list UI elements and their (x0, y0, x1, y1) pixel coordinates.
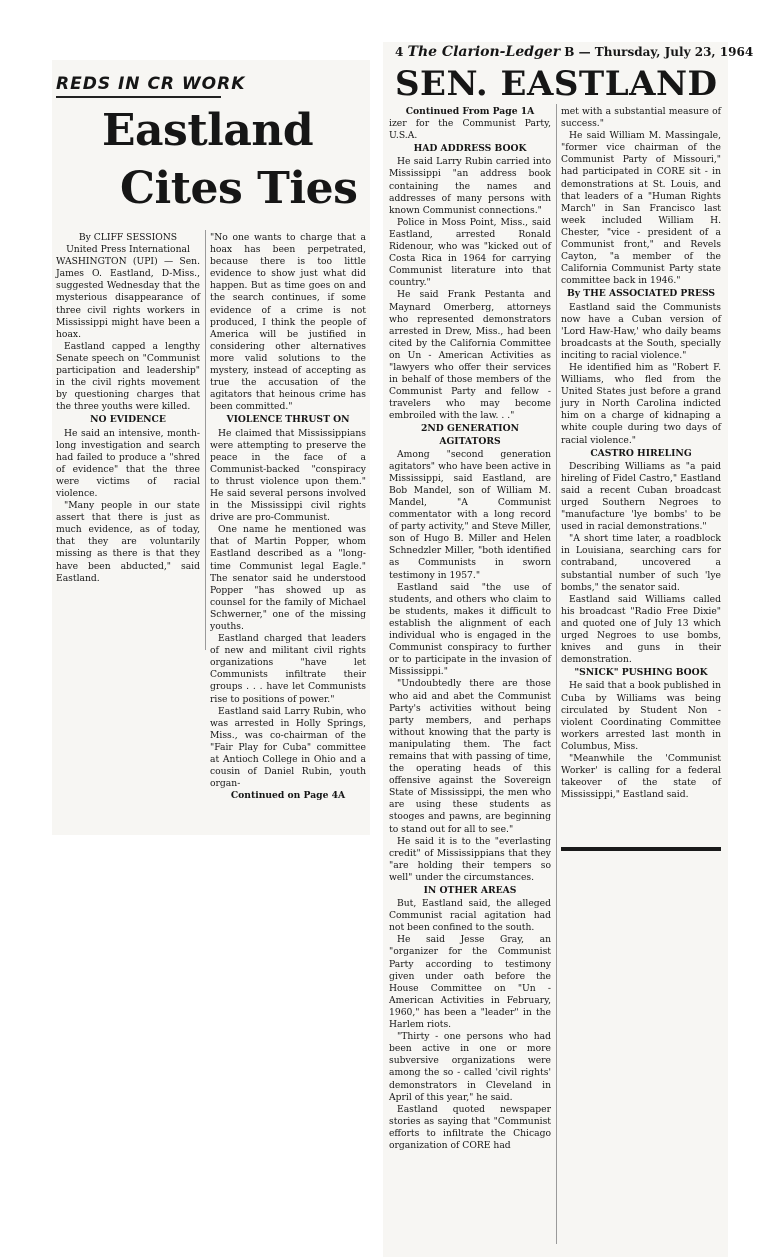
continued-from: Continued From Page 1A (405, 106, 535, 117)
paragraph: Eastland said "the use of students, and others who claim to be students, makes it difficult to establish the alignment of each individual who is engaged in the Communist conspiracy to further or to participate in the invasion of Mississippi." (389, 581, 551, 678)
paragraph: He said an intensive, month-long investigation and search had failed to produce a "shred of evidence" that the three were victims of racial violence. (56, 427, 200, 499)
column-rule (205, 230, 206, 650)
byline: By CLIFF SESSIONS (78, 232, 178, 243)
paragraph: "A short time later, a roadblock in Louisiana, searching cars for contraband, uncovered a substantial number of such 'lye bombs," the senator said. (561, 533, 721, 593)
paragraph: WASHINGTON (UPI) — Sen. James O. Eastland, D-Miss., suggested Wednesday that the mysterious disappearance of three civil rights workers in Mississippi might have been a hoax. (56, 256, 200, 340)
paragraph: He claimed that Mississippians were attempting to preserve the peace in the face of a Communist-backed "conspiracy to thrust violence upon them." He said several persons involved in the Mississippi civil rights drive are pro-Communist. (210, 427, 366, 524)
paragraph: But, Eastland said, the alleged Communist racial agitation had not been confined to the south. (389, 898, 551, 934)
paragraph: Eastland charged that leaders of new and militant civil rights organizations "have let Communists infiltrate their groups . . . have let Communists rise to positions of power." (210, 633, 366, 705)
page-header (395, 44, 753, 60)
right-column-2 (561, 106, 721, 801)
right-column-1 (389, 106, 551, 1152)
column-rule (556, 104, 557, 1244)
continued-line: Continued on Page 4A (230, 790, 346, 802)
right-clipping (383, 42, 754, 1257)
paragraph: He said Larry Rubin carried into Mississippi "an address book containing the names and addresses of many persons with known Communist connections." (389, 156, 551, 216)
paragraph: Eastland quoted newspaper stories as saying that "Communist efforts to infiltrate the Chicago organization of CORE had (389, 1103, 551, 1151)
paragraph: He said it is to the "everlasting credit" of Mississippians that they "are holding their tempers so well" under the circumstances. (389, 835, 551, 883)
paragraph: "Undoubtedly there are those who aid and abet the Communist Party's activities without being party members, and perhaps without knowing that the party is manipulating them. The fact remains that with passing of time, the operating heads of this offensive against the Sovereign State of Mississippi, the men who are using these students as stooges and pawns, are beginning to stand out for all to see." (389, 678, 551, 835)
paragraph: He said William M. Massingale, "former vice chairman of the Communist Party of Missouri," had participated in CORE sit - in demonstrations at St. Louis, and that leaders of a "Human Rights March" in San Francisco last week included William H. Chester, "vice - president of a Communist front," and Revels Cayton, "a member of the California Communist Party state committee back in 1946." (561, 130, 721, 287)
issue-date: — Thursday, July 23, 1964 (578, 45, 754, 59)
paragraph: Eastland said Williams called his broadcast "Radio Free Dixie" and quoted one of July 13 which urged Negroes to use bombs, knives and guns in their demonstration. (561, 593, 721, 666)
newspaper-name: The Clarion-Ledger (407, 44, 561, 60)
agency: United Press International (66, 244, 190, 256)
subhead: By THE ASSOCIATED PRESS (566, 288, 716, 300)
kicker: REDS IN CR WORK (56, 74, 246, 94)
paragraph: "Many people in our state assert that there is just as much evidence, as of today, that they are voluntarily missing as there is that they have been abducted," said Eastland. (56, 500, 200, 584)
section-letter: B (564, 45, 575, 59)
paragraph: Police in Moss Point, Miss., said Eastland, arrested Ronald Ridenour, who was "kicked out of Costa Rica in 1964 for carrying Communist literature into that country." (389, 216, 551, 289)
subhead: IN OTHER AREAS (423, 885, 517, 896)
end-rule (561, 847, 721, 851)
paragraph: "No one wants to charge that a hoax has been perpetrated, because there is too little evidence to show just what did happen. But as time goes on and the search continues, if some evidence of a crime is not produced, I think the people of America will be justified in considering other alternatives more valid solutions to the mystery, instead of accepting as true the accusation of the agitators that heinous crime has been committed." (210, 232, 366, 413)
subhead: CASTRO HIRELING (590, 447, 692, 459)
paragraph: izer for the Communist Party, U.S.A. (389, 118, 551, 142)
left-column-1 (56, 232, 200, 585)
paragraph: One name he mentioned was that of Martin Popper, whom Eastland described as a "long-time Communist legal Eagle." The senator said he understood Popper "has showed up as counsel for the family of Michael Schwerner," one of the missing youths. (210, 524, 366, 632)
paragraph: He identified him as "Robert F. Williams, who fled from the United States just before a grand jury in North Carolina indicted him on a charge of kidnaping a white couple during two days of racial violence." (561, 361, 721, 446)
headline-line-1: Eastland (102, 105, 314, 156)
left-clipping (52, 60, 370, 835)
paragraph: He said Frank Pestanta and Maynard Omerberg, attorneys who represented demonstrators arrested in Drew, Miss., had been cited by the California Committee on Un - American Activities as "lawyers who offer their services in behalf of those members of the Communist Party and fellow - travelers who may become embroiled with the law. . ." (389, 289, 551, 422)
paragraph: "Meanwhile the 'Communist Worker' is calling for a federal takeover of the state of Mississippi," Eastland said. (561, 752, 721, 801)
paragraph: "Thirty - one persons who had been active in one or more subversive organizations were among the so - called 'civil rights' demonstrators in Cleveland in April of this year," he said. (389, 1031, 551, 1103)
kicker-rule (56, 96, 221, 98)
page-number: 4 (395, 45, 404, 59)
paragraph: Eastland capped a lengthy Senate speech on "Communist participation and leadership" in the civil rights movement by questioning charges that the three youths were killed. (56, 340, 200, 413)
paragraph: met with a substantial measure of success." (561, 106, 721, 130)
subhead: NO EVIDENCE (90, 414, 166, 426)
subhead: VIOLENCE THRUST ON (226, 414, 350, 426)
headline-line-2: Cites Ties (120, 163, 358, 214)
subhead: "SNICK" PUSHING BOOK (574, 667, 708, 679)
paragraph: He said Jesse Gray, an "organizer for the Communist Party according to testimony given under oath before the House Committee on "Un - American Activities in February, 1960," has been a "leader" in the Harlem riots. (389, 934, 551, 1031)
paragraph: He said that a book published in Cuba by Williams was being circulated by Student Non - violent Coordinating Committee workers arrested last month in Columbus, Miss. (561, 680, 721, 752)
left-column-2 (210, 232, 366, 802)
subhead: HAD ADDRESS BOOK (413, 143, 527, 155)
paragraph: Eastland said Larry Rubin, who was arrested in Holly Springs, Miss., was co-chairman of the "Fair Play for Cuba" committee at Antioch College in Ohio and a cousin of Daniel Rubin, youth organ- (210, 705, 366, 790)
paragraph: Among "second generation agitators" who have been active in Mississippi, said Eastland, are Bob Mandel, son of William M. Mandel, "A Communist commentator with a long record of party activity," and Steve Miller, son of Hugo B. Miller and Helen Schnedzler Miller, "both identified as Communists in sworn testimony in 1957." (389, 448, 551, 581)
subhead: 2ND GENERATION AGITATORS (420, 423, 519, 447)
paragraph: Describing Williams as "a paid hireling of Fidel Castro," Eastland said a recent Cuban broadcast urged Southern Negroes to "manufacture 'lye bombs' to be used in racial demonstrations." (561, 460, 721, 533)
paragraph: Eastland said the Communists now have a Cuban version of 'Lord Haw-Haw,' who daily beams broadcasts at the South, specially inciting to racial violence." (561, 301, 721, 361)
page-headline: SEN. EASTLAND (395, 64, 718, 104)
